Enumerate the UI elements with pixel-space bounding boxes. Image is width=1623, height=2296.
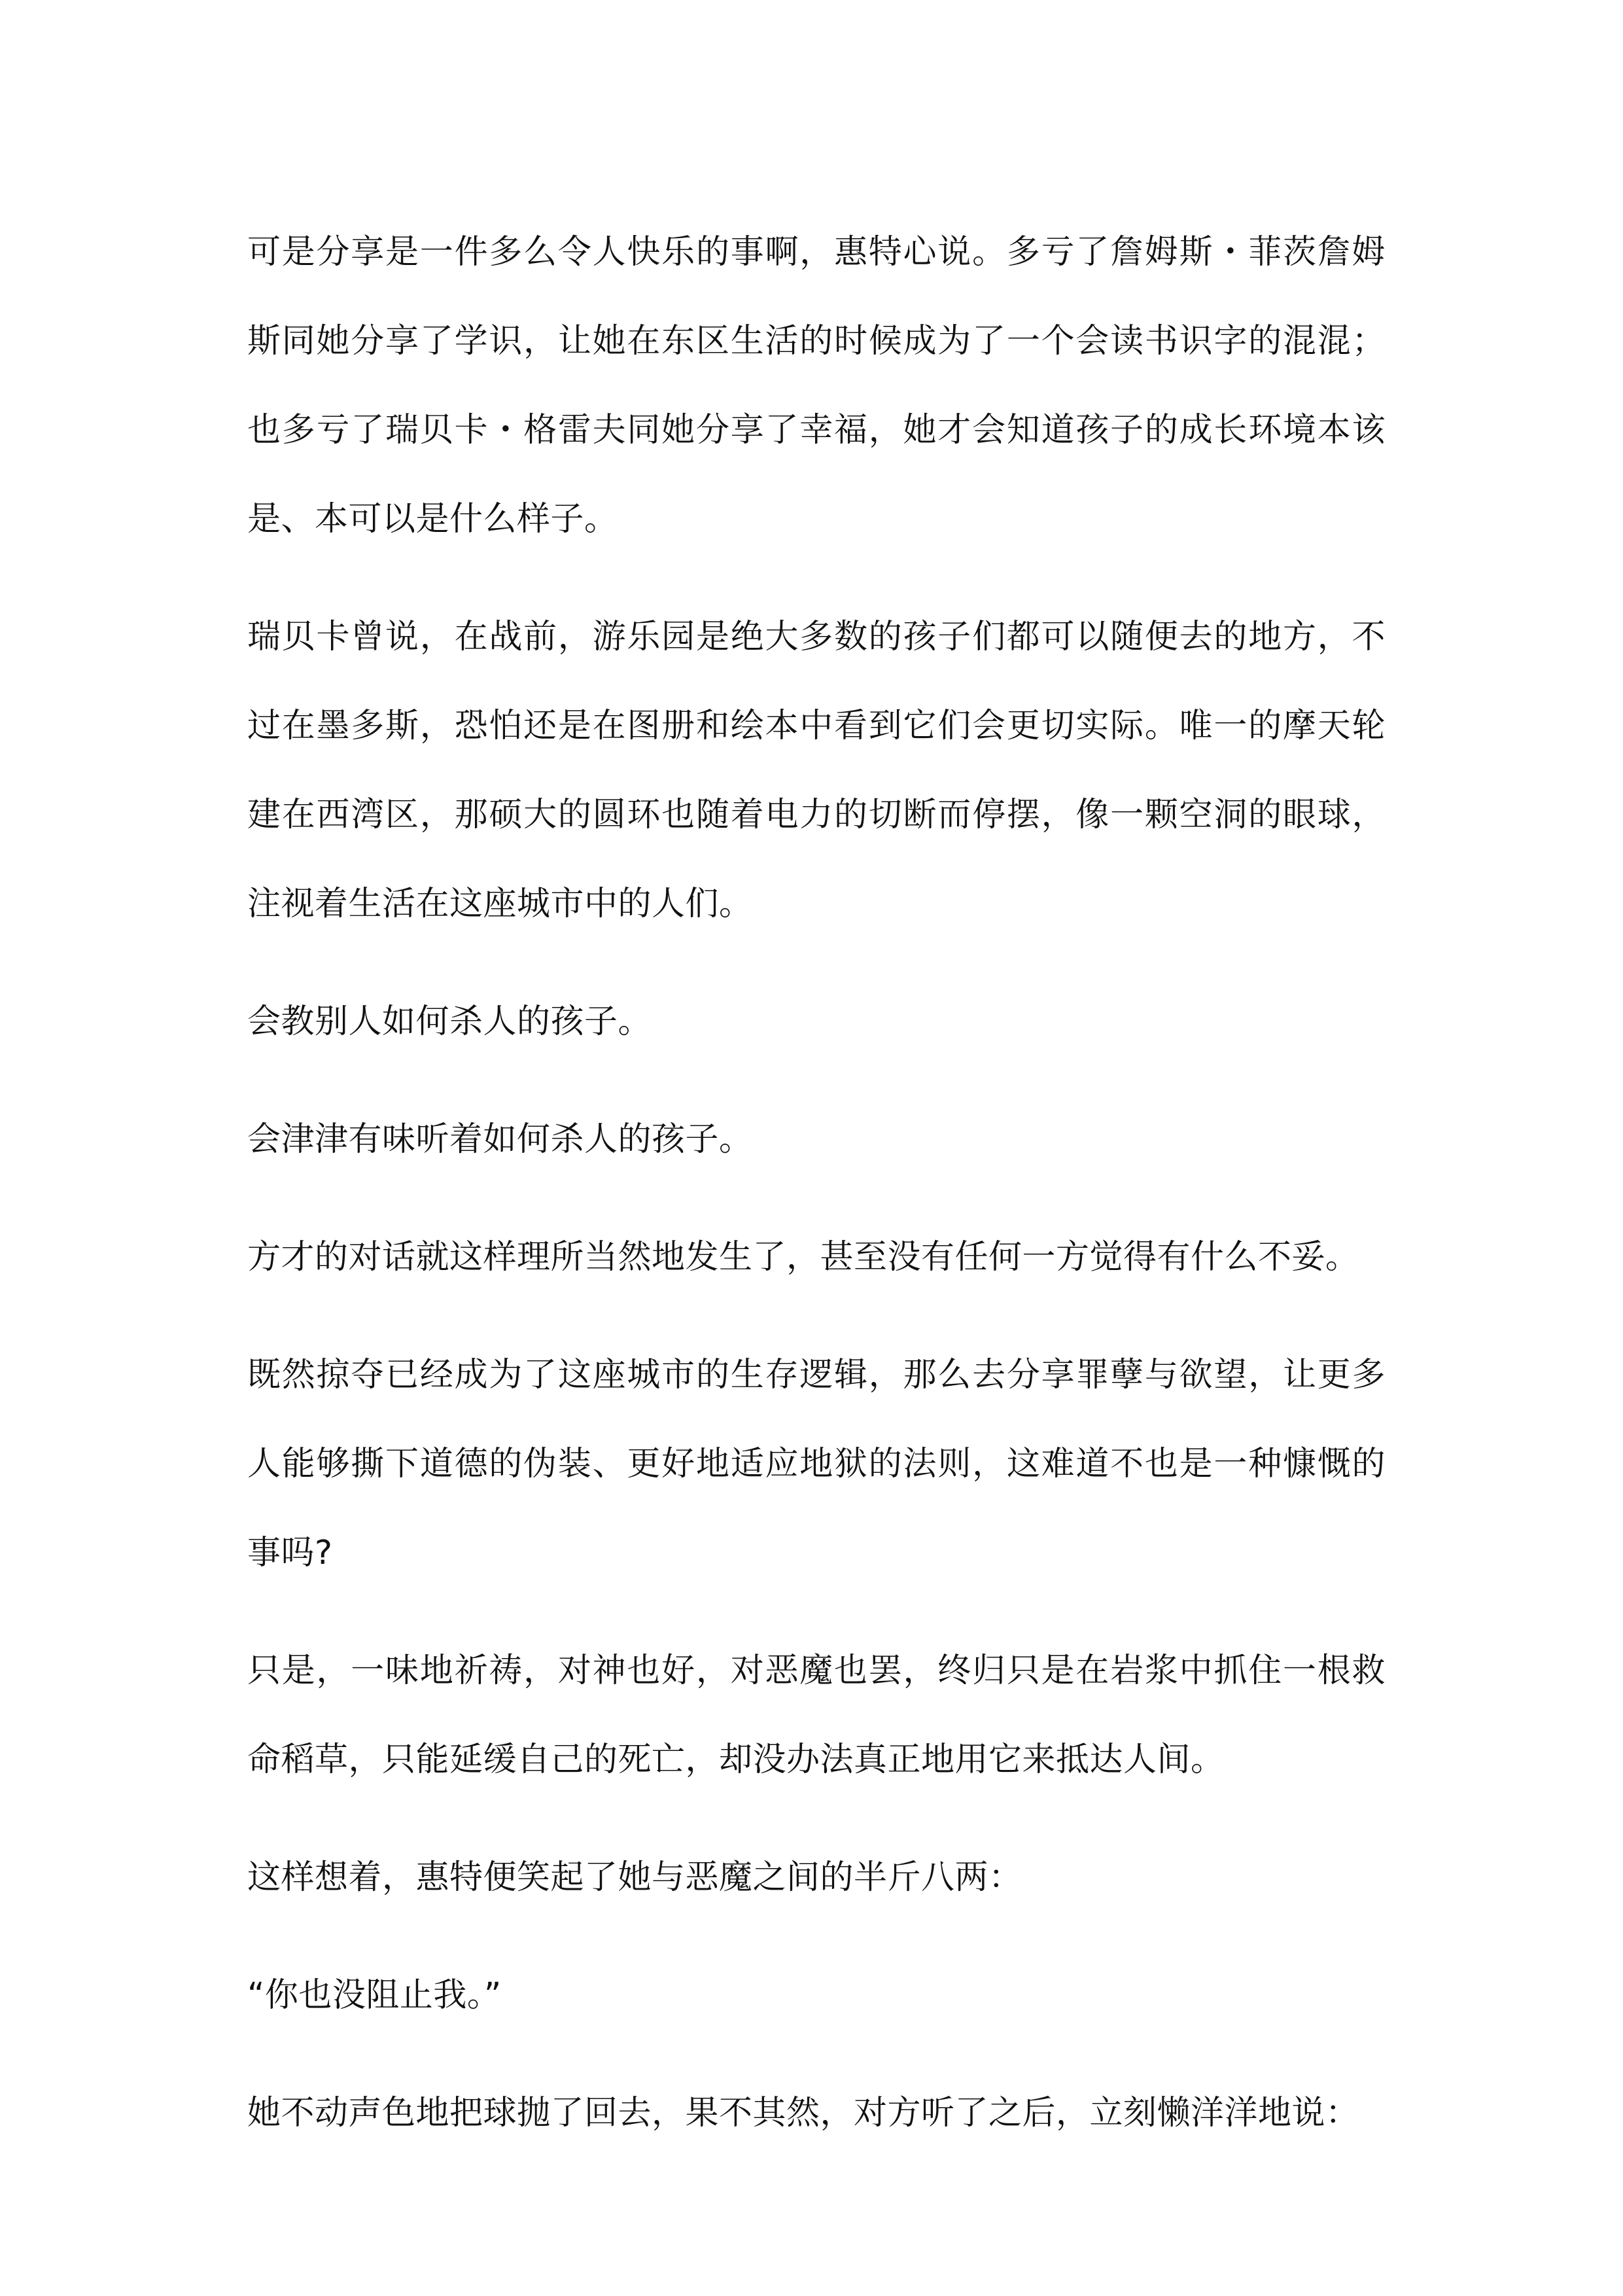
paragraph: “你也没阻止我。” (247, 1976, 502, 2015)
paragraph: 瑞贝卡曾说，在战前，游乐园是绝大多数的孩子们都可以随便去的地方，不过在墨多斯，恐怕还是在图册和绘本中看到它们会更切实际。唯一的摩天轮建在西湾区，那硕大的圆环也随着电力的切断而停摆，像一颗空洞的眼球，注视着生活在这座城市中的人们。 (247, 618, 1386, 923)
paragraph: 方才的对话就这样理所当然地发生了，甚至没有任何一方觉得有什么不妥。 (247, 1238, 1359, 1277)
text-body (247, 208, 1386, 2187)
paragraph: 她不动声色地把球抛了回去，果不其然，对方听了之后，立刻懒洋洋地说： (247, 2094, 1359, 2132)
paragraph: 会津津有味听着如何杀人的孩子。 (247, 1120, 753, 1159)
paragraph: 可是分享是一件多么令人快乐的事啊，惠特心说。多亏了詹姆斯・菲茨詹姆斯同她分享了学识，让她在东区生活的时候成为了一个会读书识字的混混；也多亏了瑞贝卡・格雷夫同她分享了幸福，她才会知道孩子的成长环境本该是、本可以是什么样子。 (247, 233, 1386, 539)
paragraph: 会教别人如何杀人的孩子。 (247, 1002, 652, 1041)
paragraph: 只是，一味地祈祷，对神也好，对恶魔也罢，终归只是在岩浆中抓住一根救命稻草，只能延缓自己的死亡，却没办法真正地用它来抵达人间。 (247, 1651, 1386, 1779)
paragraph: 这样想着，惠特便笑起了她与恶魔之间的半斤八两： (247, 1858, 1022, 1897)
paragraph: 既然掠夺已经成为了这座城市的生存逻辑，那么去分享罪孽与欲望，让更多人能够撕下道德的伪装、更好地适应地狱的法则，这难道不也是一种慷慨的事吗? (247, 1356, 1386, 1572)
